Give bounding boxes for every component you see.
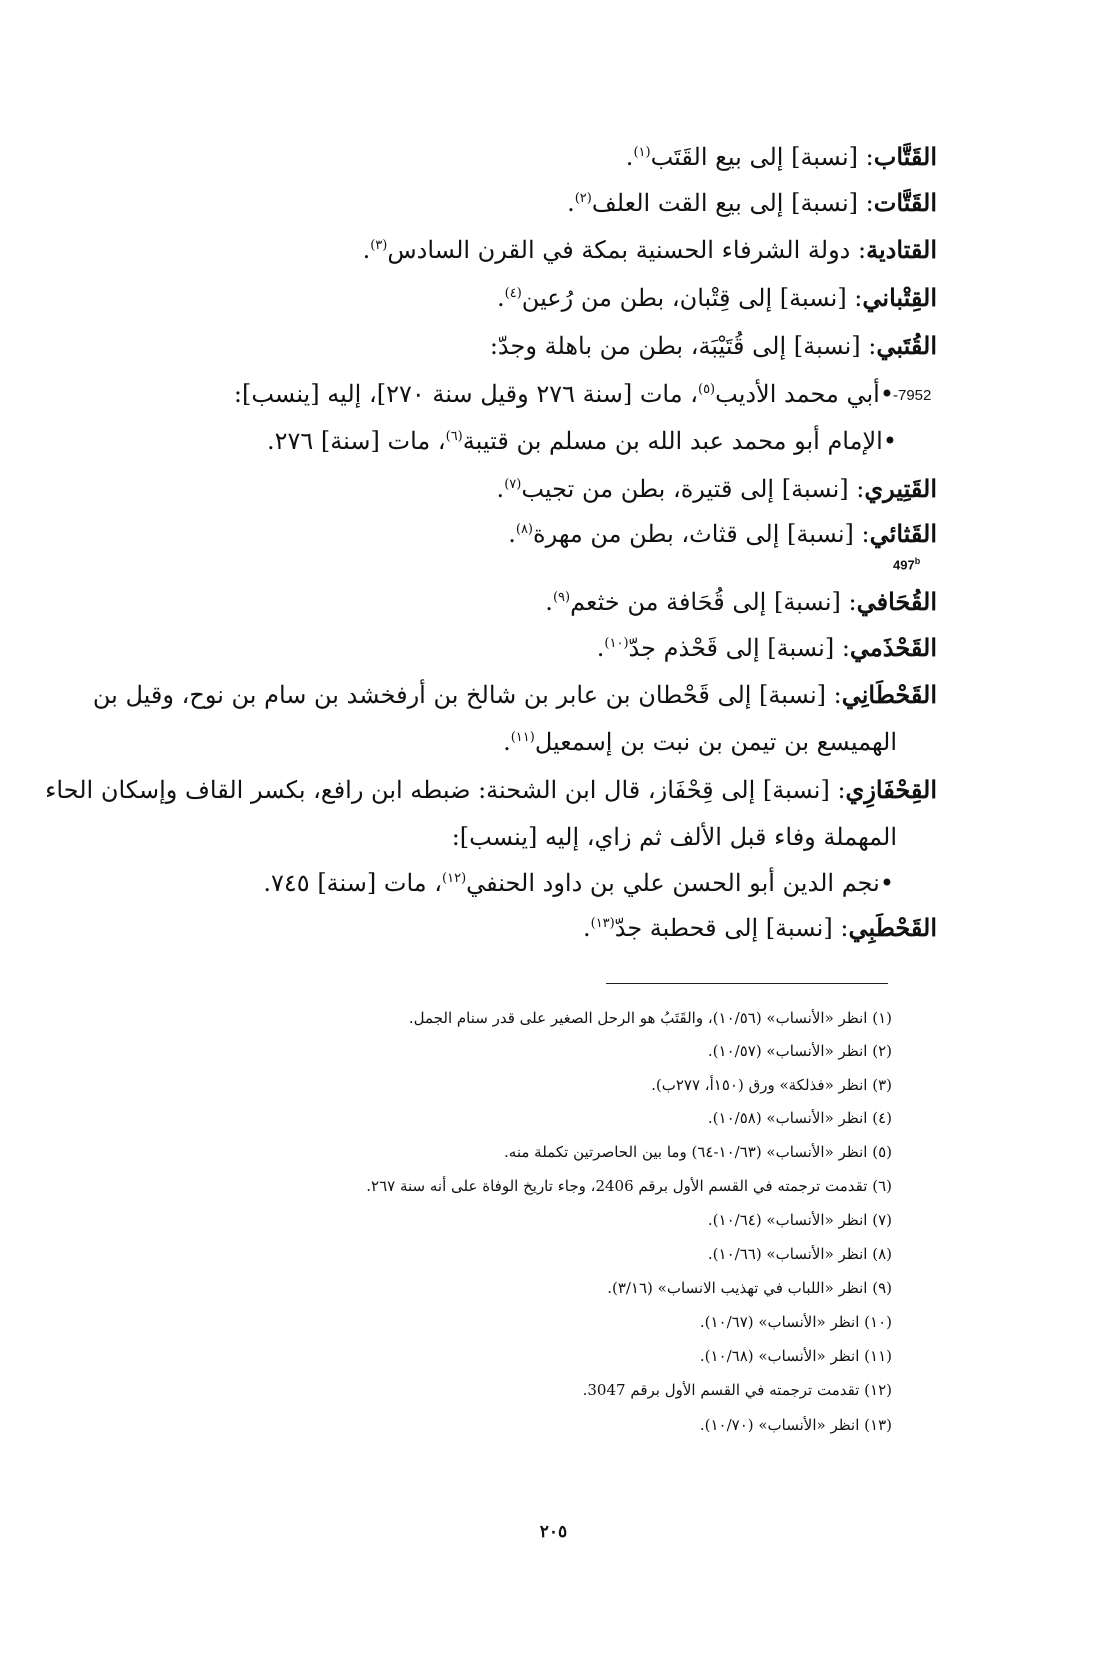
footnote: (١١) انظر «الأنساب» (١٠/٦٨). [699, 1347, 892, 1365]
footnote: (٢) انظر «الأنساب» (١٠/٥٧). [707, 1042, 892, 1060]
footnote: (٣) انظر «فذلكة» ورق (١٥٠أ، ٢٧٧ب). [651, 1076, 892, 1094]
person-imam-ibn-qutayba: •الإمام أبو محمد عبد الله بن مسلم بن قتيبة$^{(٦)}$، مات [سنة] ٢٧٦. [266, 427, 897, 455]
footnote: (١٣) انظر «الأنساب» (١٠/٧٠). [699, 1416, 892, 1434]
footnote: (٩) انظر «اللباب في تهذيب الانساب» (٣/١٦). [607, 1279, 892, 1297]
entry-qahfazi-line2: المهملة وفاء قبل الألف ثم زاي، إليه [ينسب]: [451, 823, 897, 851]
person-najm-al-din: •نجم الدين أبو الحسن علي بن داود الحنفي$^{(١٢)}$، مات [سنة] ٧٤٥. [263, 869, 894, 897]
entry-quhafi: القُحَافي: [نسبة] إلى قُحَافة من خثعم$^{(٩)}$. [545, 587, 937, 616]
entry-qattat: القَتَّات: [نسبة] إلى بيع القت العلف$^{(٢)}$. [567, 188, 937, 217]
margin-entry-number: -7952 [893, 387, 932, 404]
footnote: (٧) انظر «الأنساب» (١٠/٦٤). [707, 1211, 892, 1229]
person-abi-muhammad: •أبي محمد الأديب$^{(٥)}$، مات [سنة ٢٧٦ وقيل سنة ٢٧٠]، إليه [ينسب]: [233, 380, 894, 408]
entry-qatadiya: القتادية: دولة الشرفاء الحسنية بمكة في القرن السادس$^{(٣)}$. [362, 235, 937, 264]
entry-qahdhami: القَحْذَمي: [نسبة] إلى قَحْذم جدّ$^{(١٠)}$. [596, 633, 937, 662]
footnote: (٨) انظر «الأنساب» (١٠/٦٦). [707, 1245, 892, 1263]
entry-qahfazi-line1: القِحْفَازِي: [نسبة] إلى قِحْفَاز، قال ابن الشحنة: ضبطه ابن رافع، بكسر القاف وإسكان الحاء [45, 775, 937, 804]
footnote: (١٠) انظر «الأنساب» (١٠/٦٧). [699, 1313, 892, 1331]
page-number: ٢٠٥ [539, 1522, 568, 1542]
entry-qitbani: القِتْباني: [نسبة] إلى قِتْبان، بطن من رُعين$^{(٤)}$. [497, 283, 937, 312]
entry-qatiri: القَتِيري: [نسبة] إلى قتيرة، بطن من تجيب$^{(٧)}$. [496, 474, 937, 503]
entry-qahtani-line2: الهميسع بن تيمن بن نبت بن إسمعيل$^{(١١)}$. [503, 728, 897, 756]
footnote: (٥) انظر «الأنساب» (١٠/٦٣-٦٤) وما بين الحاصرتين تكملة منه. [504, 1143, 892, 1161]
entry-qathai: القَثائي: [نسبة] إلى قثاث، بطن من مهرة$^{(٨)}$. [508, 519, 937, 548]
entry-qahtani-line1: القَحْطَانِي: [نسبة] إلى قَحْطان بن عابر بن شالخ بن أرفخشد بن سام بن نوح، وقيل بن [92, 680, 937, 709]
footnote: (١٢) تقدمت ترجمته في القسم الأول برقم 3047. [582, 1381, 892, 1399]
entry-qahtabi: القَحْطَبِي: [نسبة] إلى قحطبة جدّ$^{(١٣)}$. [582, 913, 937, 942]
folio-marker: 497$^b$ [893, 556, 921, 573]
footnote: (٤) انظر «الأنساب» (١٠/٥٨). [707, 1109, 892, 1127]
entry-qutabi: القُتَبي: [نسبة] إلى قُتَيْبَة، بطن من باهلة وجدّ: [489, 331, 937, 360]
entry-qattab: القَتَّاب: [نسبة] إلى بيع القَتَب$^{(١)}$. [625, 142, 937, 171]
footnote-separator [606, 983, 888, 984]
footnote: (١) انظر «الأنساب» (١٠/٥٦)، والقَتَبُ هو الرحل الصغير على قدر سنام الجمل. [408, 1009, 892, 1027]
footnote: (٦) تقدمت ترجمته في القسم الأول برقم 2406، وجاء تاريخ الوفاة على أنه سنة ٢٦٧. [366, 1177, 892, 1195]
